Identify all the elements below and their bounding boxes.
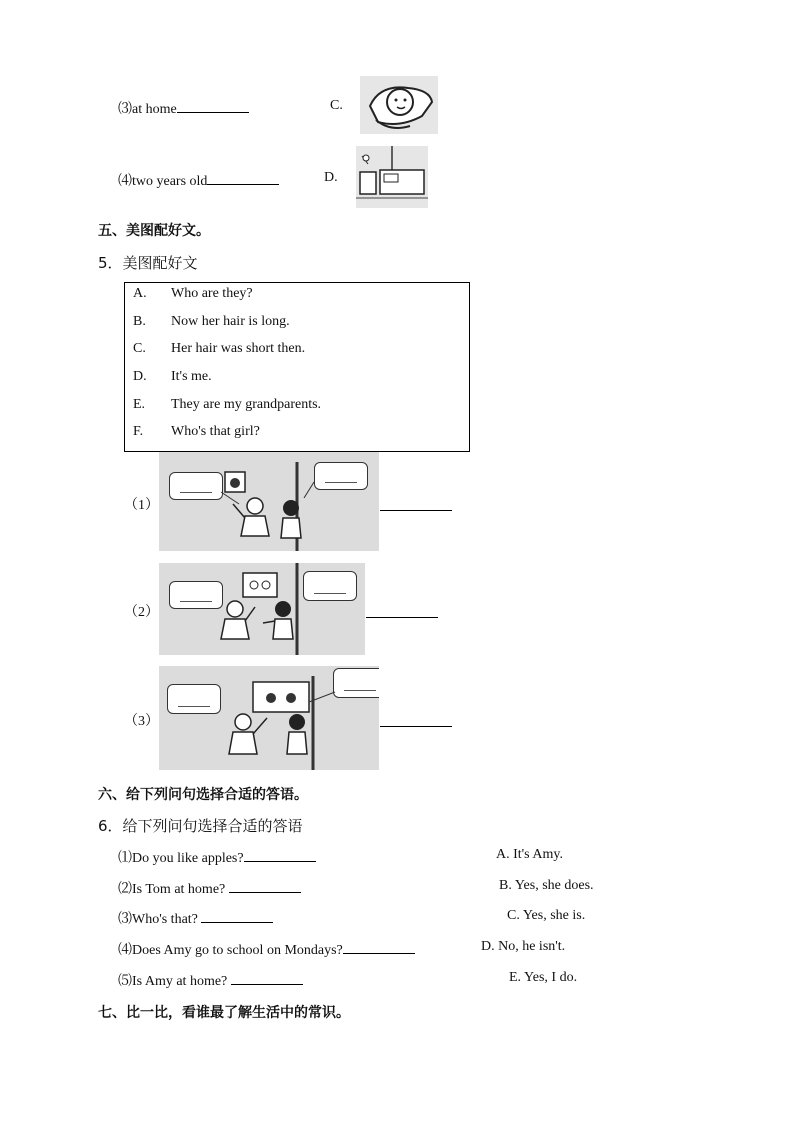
option-row: B. Now her hair is long. bbox=[133, 314, 290, 329]
picture-1-label: （1） bbox=[124, 498, 159, 513]
option-row: A. Who are they? bbox=[133, 286, 253, 301]
section-5-heading: 五、美图配好文。 bbox=[98, 223, 210, 239]
question-5-title: 5．美图配好文 bbox=[98, 254, 198, 272]
answer-blank[interactable] bbox=[201, 908, 273, 923]
answer-blank[interactable] bbox=[380, 712, 452, 727]
question-row: ⑷Does Amy go to school on Mondays? bbox=[118, 939, 415, 959]
picture-3-scene bbox=[159, 666, 379, 770]
answer-blank[interactable] bbox=[366, 603, 438, 618]
answer-blank[interactable] bbox=[229, 878, 301, 893]
question-row: ⑴Do you like apples? bbox=[118, 847, 316, 867]
answer-blank[interactable] bbox=[177, 98, 249, 113]
bedroom-picture bbox=[356, 146, 428, 208]
baby-picture bbox=[360, 76, 438, 134]
picture-2-scene bbox=[159, 563, 365, 655]
answer-option: C. Yes, she is. bbox=[507, 908, 586, 923]
answer-option: D. No, he isn't. bbox=[481, 939, 566, 954]
picture-2-label: （2） bbox=[124, 605, 159, 620]
section-6-heading: 六、给下列问句选择合适的答语。 bbox=[98, 787, 308, 803]
item-4: ⑷two years old bbox=[118, 170, 279, 190]
question-row: ⑸Is Amy at home? bbox=[118, 970, 303, 990]
picture-1-scene bbox=[159, 452, 379, 551]
answer-option: E. Yes, I do. bbox=[509, 970, 578, 985]
answer-blank[interactable] bbox=[231, 970, 303, 985]
item-3: ⑶at home bbox=[118, 98, 249, 118]
option-row: E. They are my grandparents. bbox=[133, 397, 322, 412]
question-row: ⑶Who's that? bbox=[118, 908, 273, 928]
answer-blank[interactable] bbox=[380, 496, 452, 511]
option-row: F. Who's that girl? bbox=[133, 424, 260, 439]
section-7-heading: 七、比一比，看谁最了解生活中的常识。 bbox=[98, 1005, 350, 1021]
question-row: ⑵Is Tom at home? bbox=[118, 878, 301, 898]
answer-option: A. It's Amy. bbox=[496, 847, 563, 862]
question-6-title: 6．给下列问句选择合适的答语 bbox=[98, 817, 303, 835]
option-row: D. It's me. bbox=[133, 369, 212, 384]
picture-3-label: （3） bbox=[124, 714, 159, 729]
option-label-c: C. bbox=[330, 98, 343, 113]
option-label-d: D. bbox=[324, 170, 338, 185]
option-row: C. Her hair was short then. bbox=[133, 341, 306, 356]
answer-blank[interactable] bbox=[343, 939, 415, 954]
answer-blank[interactable] bbox=[207, 170, 279, 185]
answer-blank[interactable] bbox=[244, 847, 316, 862]
answer-option: B. Yes, she does. bbox=[499, 878, 594, 893]
